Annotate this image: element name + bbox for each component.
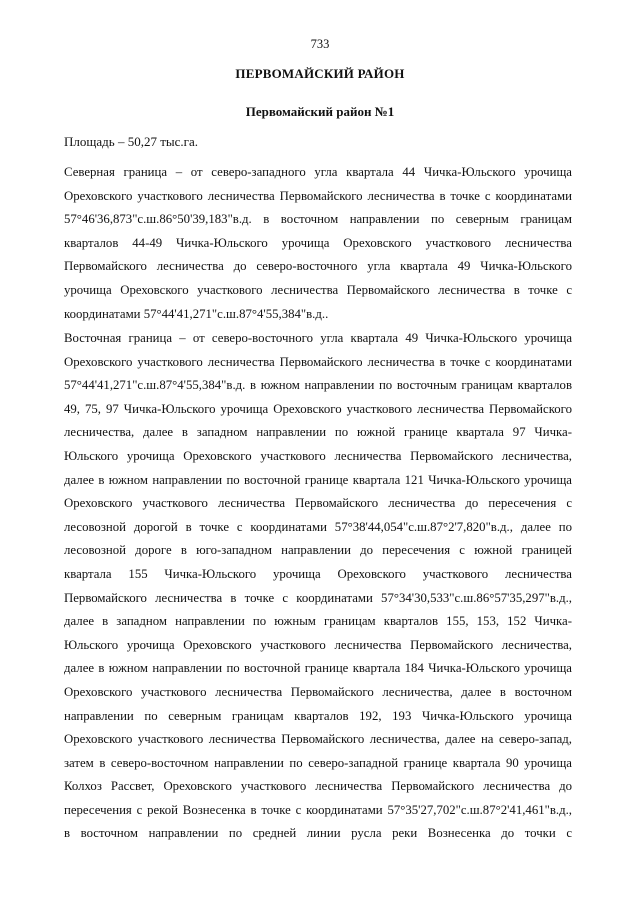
east-border-line: Восточная граница – от северо-восточного угла квартала 49 Чичка-Юльского урочища [64, 331, 572, 345]
east-border-line: лесовозной дороге в юго-западном направлении до пересечения с южной границей [64, 543, 572, 558]
district-title: ПЕРВОМАЙСКИЙ РАЙОН [235, 66, 405, 81]
east-border-line: направлении по северным границам кварталов 192, 193 Чичка-Юльского урочища [64, 708, 572, 723]
east-border-line: Первомайского лесничества в точке с координатами 57°34'30,533"с.ш.86°57'35,297"в.д., [64, 590, 572, 605]
north-border-line: Ореховского участкового лесничества Первомайского лесничества в точке с координатами [64, 188, 572, 203]
east-border-line: Ореховского участкового лесничества Первомайского лесничества до пересечения с [64, 496, 572, 511]
east-border-line: Юльского урочища Ореховского участкового лесничества Первомайского лесничества, [64, 637, 572, 652]
north-border-paragraph [64, 161, 572, 326]
east-border-line: лесничества, далее в западном направлении по южной границе квартала 97 Чичка- [64, 425, 572, 440]
east-border-line: в восточном направлении по средней линии русла реки Вознесенка до точки с [64, 826, 572, 841]
page-number: 733 [310, 37, 330, 51]
east-border-line: далее в южном направлении по восточной границе квартала 184 Чичка-Юльского урочища [64, 661, 572, 676]
section-title: Первомайский район №1 [245, 104, 395, 119]
north-border-line: Северная граница – от северо-западного угла квартала 44 Чичка-Юльского урочища [64, 165, 572, 179]
east-border-line: квартала 155 Чичка-Юльского урочища Ореховского участкового лесничества [64, 566, 572, 581]
east-border-line: далее в западном направлении по южным границам кварталов 155, 153, 152 Чичка- [64, 614, 572, 629]
east-border-line: пересечения с рекой Вознесенка в точке с координатами 57°35'27,702"с.ш.87°2'41,461"в.д., [64, 802, 572, 817]
north-border-line: кварталов 44-49 Чичка-Юльского урочища Ореховского участкового лесничества [64, 235, 572, 250]
east-border-line: лесовозной дорогой в точке с координатами 57°38'44,054"с.ш.87°2'7,820"в.д., далее по [64, 519, 572, 534]
north-border-line: 57°46'36,873"с.ш.86°50'39,183"в.д. в восточном направлении по северным границам [64, 212, 572, 227]
east-border-line: далее в южном направлении по восточной границе квартала 121 Чичка-Юльского урочища [64, 472, 572, 487]
east-border-line: 49, 75, 97 Чичка-Юльского урочища Ореховского участкового лесничества Первомайского [64, 401, 572, 416]
area-line: Площадь – 50,27 тыс.га. [64, 134, 198, 149]
north-border-line: урочища Ореховского участкового лесничества Первомайского лесничества в точке с [64, 282, 572, 297]
east-border-line: затем в северо-восточном направлении по северо-западной границе квартала 90 урочища [64, 755, 572, 770]
north-border-line: координатами 57°44'41,271"с.ш.87°4'55,384"в.д.. [64, 306, 329, 321]
east-border-line: 57°44'41,271"с.ш.87°4'55,384"в.д. в южном направлении по восточным границам кварталов [64, 378, 572, 393]
east-border-line: Ореховского участкового лесничества Первомайского лесничества, далее в восточном [64, 684, 572, 699]
east-border-line: Колхоз Рассвет, Ореховского участкового лесничества Первомайского лесничества до [64, 779, 572, 794]
east-border-line: Ореховского участкового лесничества Первомайского лесничества в точке с координатами [64, 354, 572, 369]
east-border-line: Ореховского участкового лесничества Первомайского лесничества, далее на северо-запад, [64, 732, 572, 747]
east-border-line: Юльского урочища Ореховского участкового лесничества Первомайского лесничества, [64, 448, 572, 463]
east-border-paragraph [64, 327, 572, 846]
north-border-line: Первомайского лесничества до северо-восточного угла квартала 49 Чичка-Юльского [64, 259, 572, 274]
